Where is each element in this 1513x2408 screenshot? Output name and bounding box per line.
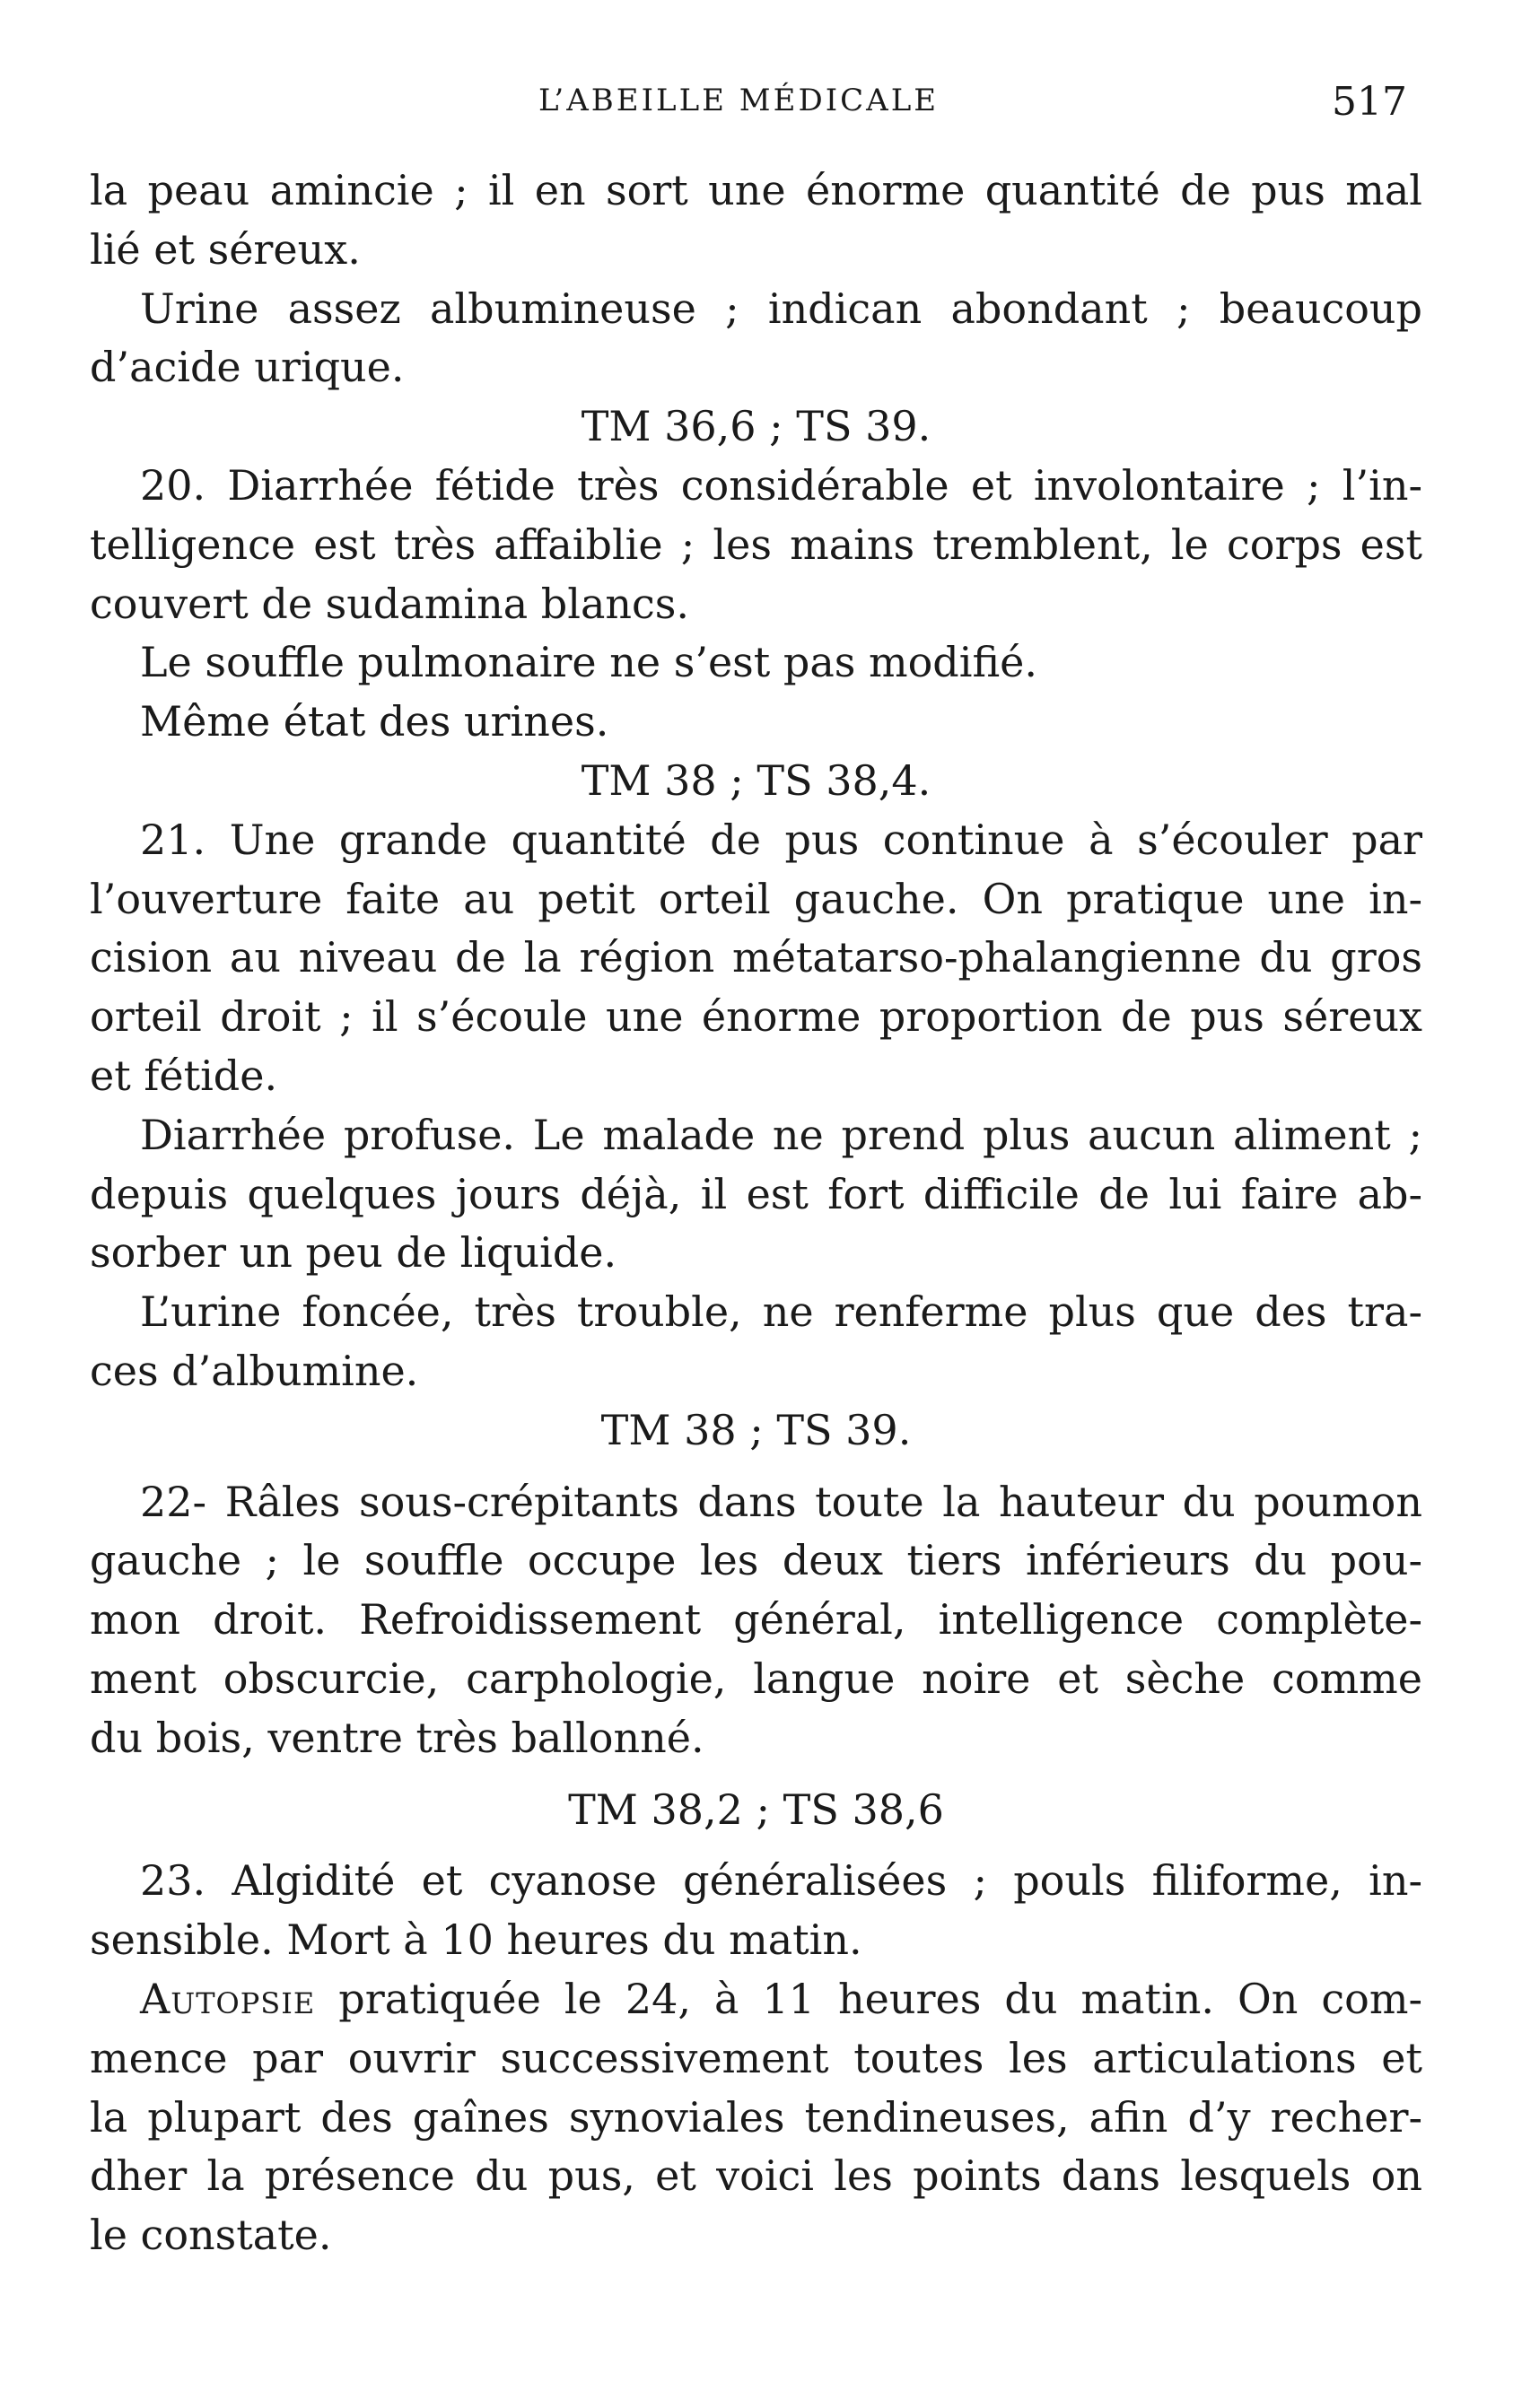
text-line: sensible. Mort à 10 heures du matin. [90,1915,862,1965]
text-line: d’acide urique. [90,343,405,392]
text-line: depuis quelques jours déjà, il est fort difficile de lui faire ab- [90,1169,1422,1218]
text-line: couvert de sudamina blancs. [90,579,689,628]
text-line: Diarrhée profuse. Le malade ne prend plus aucun aliment ; [140,1110,1422,1159]
page-header [0,79,1513,133]
text-line: 20. Diarrhée fétide très considérable et involontaire ; l’in- [140,460,1422,510]
text-line: L’urine foncée, très trouble, ne renferme plus que des tra- [140,1287,1422,1337]
text-line: 21. Une grande quantité de pus continue à s’écouler par [140,815,1422,864]
text-line: mon droit. Refroidissement général, intelligence complète- [90,1595,1422,1645]
text-line: Urine assez albumineuse ; indican abondant ; beaucoup [140,284,1422,333]
text-line-continuation: pratiquée le 24, à 11 heures du matin. On com- [338,1974,1422,2023]
text-line: cision au niveau de la région métatarso-phalangienne du gros [90,933,1422,982]
text-line: 23. Algidité et cyanose généralisées ; pouls filiforme, in- [140,1856,1422,1906]
text-line: la peau amincie ; il en sort une énorme quantité de pus mal [90,166,1422,214]
text-line: mence par ouvrir successivement toutes les articulations et [90,2033,1422,2082]
text-line: ment obscurcie, carphologie, langue noire et sèche comme [90,1653,1422,1703]
text-line: lié et séreux. [90,224,361,274]
temperature-reading: TM 38 ; TS 39. [600,1405,912,1454]
text-line [90,1970,1422,2029]
text-line: et fétide. [90,1051,278,1100]
text-line: dher la présence du pus, et voici les points dans lesquels on [90,2151,1422,2201]
text-line: 22- Râles sous-crépitants dans toute la hauteur du poumon [140,1477,1422,1526]
page-number: 517 [1332,79,1407,125]
text-line: ces d’albumine. [90,1346,419,1395]
text-line: la plupart des gaînes synoviales tendineuses, afin d’y recher- [90,2092,1422,2142]
text-line: le constate. [90,2211,332,2260]
text-line: orteil droit ; il s’écoule une énorme proportion de pus séreux [90,992,1422,1042]
body-text [90,161,1422,2265]
running-title: L’ABEILLE MÉDICALE [538,83,940,118]
text-line: sorber un peu de liquide. [90,1228,617,1278]
text-line: Même état des urines. [140,697,609,746]
text-line: Le souffle pulmonaire ne s’est pas modifié. [140,638,1037,687]
text-line: telligence est très affaiblie ; les mains tremblent, le corps est [90,519,1422,569]
autopsie-label: Autopsie [140,1974,316,2023]
text-line: du bois, ventre très ballonné. [90,1713,704,1762]
text-line: l’ouverture faite au petit orteil gauche. On pratique une in- [90,874,1422,923]
temperature-reading: TM 38,2 ; TS 38,6 [568,1784,944,1834]
temperature-reading: TM 36,6 ; TS 39. [581,402,931,451]
temperature-reading: TM 38 ; TS 38,4. [581,755,931,805]
text-line: gauche ; le souffle occupe les deux tiers inférieurs du pou- [90,1536,1422,1585]
